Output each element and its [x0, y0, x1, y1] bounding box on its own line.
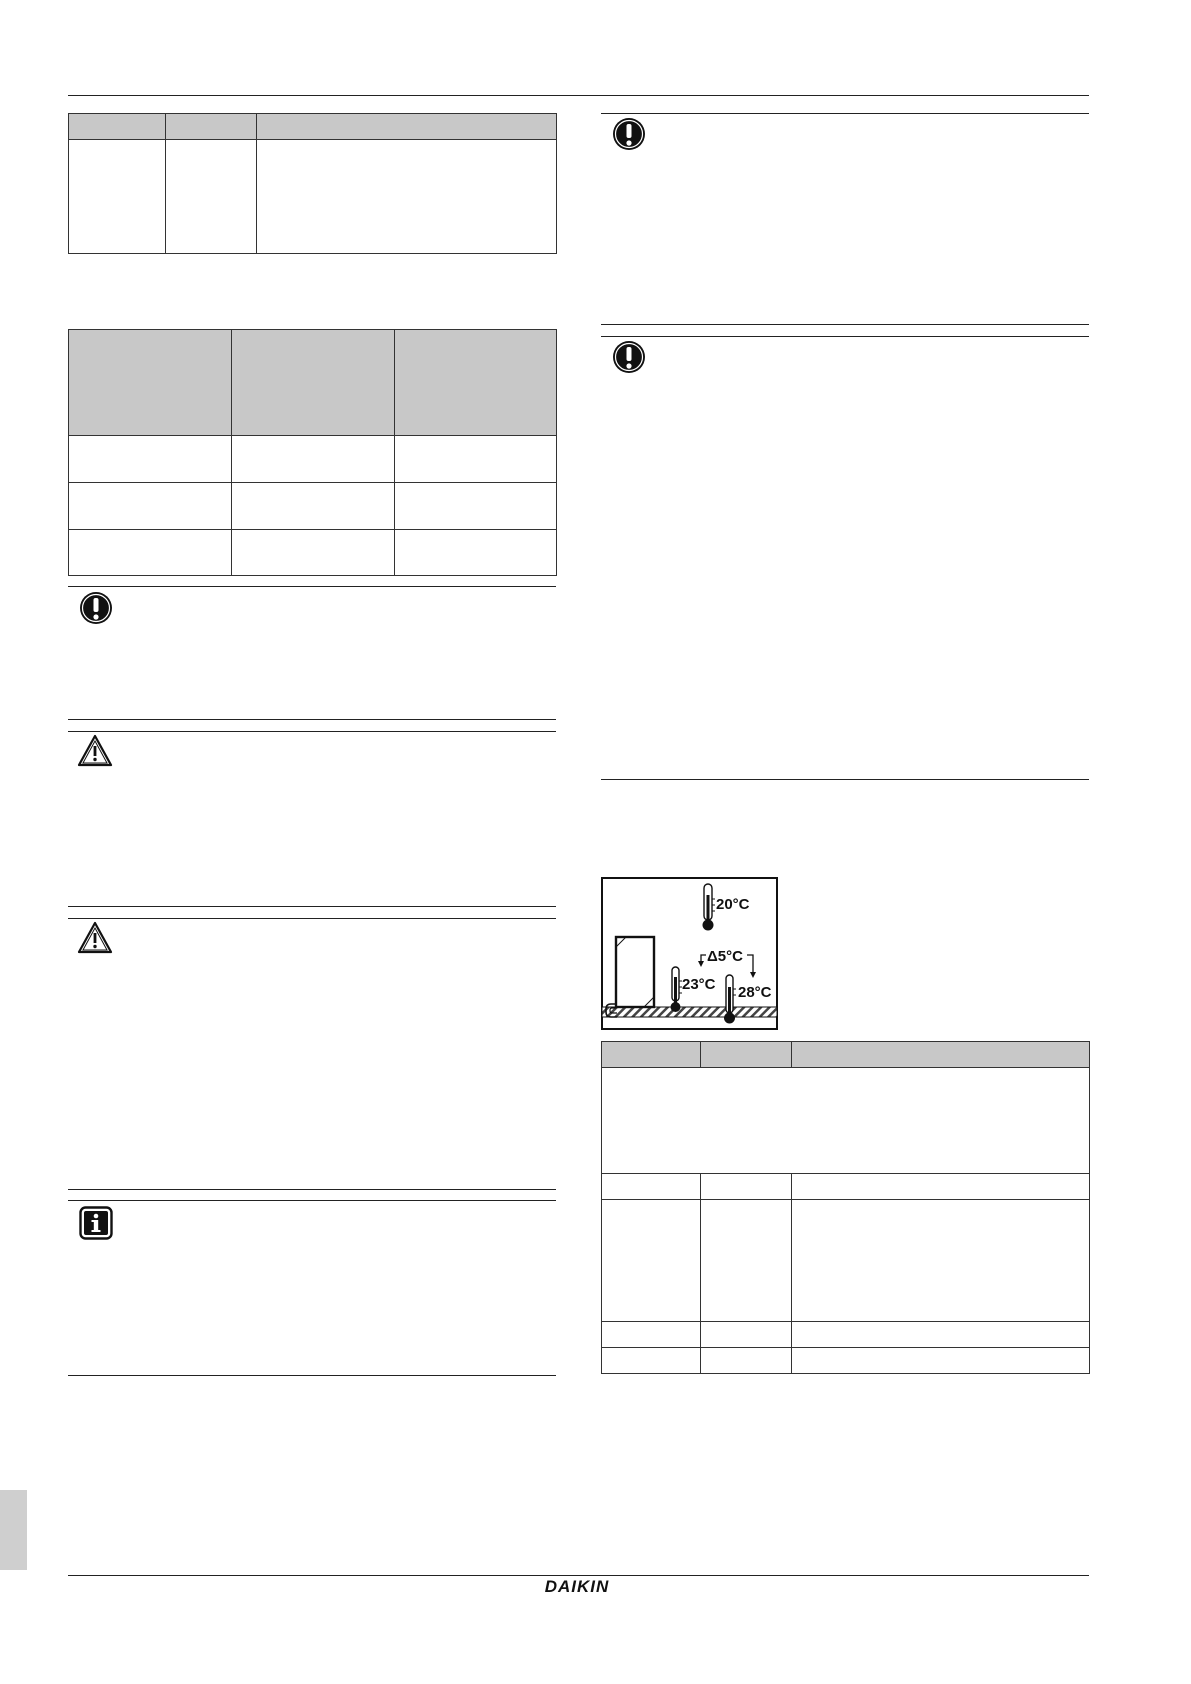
table-cell [232, 530, 395, 576]
table-header-cell [602, 1042, 701, 1068]
table-row [69, 436, 557, 483]
notice-top-rule [68, 731, 556, 732]
table-cell [701, 1200, 792, 1322]
supply-temperature-label: 23°C [682, 976, 716, 993]
table-row [69, 140, 557, 254]
table-cell [69, 436, 232, 483]
chapter-side-tab [0, 1490, 27, 1570]
table-cell [602, 1068, 1090, 1174]
table-header-cell [69, 330, 232, 436]
table-header-cell [166, 114, 257, 140]
table-cell [792, 1322, 1090, 1348]
table-row [602, 1174, 1090, 1200]
table-header-cell [232, 330, 395, 436]
settings-table-2 [68, 329, 557, 576]
table-row [602, 1068, 1090, 1174]
table-header-row [602, 1042, 1090, 1068]
table-cell [602, 1348, 701, 1374]
table-header-cell [257, 114, 557, 140]
table-cell [232, 483, 395, 530]
notice-top-rule [601, 113, 1089, 114]
table-cell [701, 1322, 792, 1348]
table-cell [701, 1174, 792, 1200]
table-cell [602, 1200, 701, 1322]
table-cell [232, 436, 395, 483]
important-exclamation-icon [611, 339, 647, 375]
table-row [69, 530, 557, 576]
table-header-row [69, 114, 557, 140]
return-temperature-label: 28°C [738, 984, 772, 1001]
notice-top-rule [68, 1200, 556, 1201]
table-header-cell [792, 1042, 1090, 1068]
notice-bottom-rule [601, 324, 1089, 325]
warning-triangle-icon [77, 733, 113, 769]
notice-top-rule [68, 918, 556, 919]
table-cell [257, 140, 557, 254]
table-cell [701, 1348, 792, 1374]
table-cell [69, 530, 232, 576]
table-row [69, 483, 557, 530]
table-cell [69, 483, 232, 530]
footer-rule [68, 1575, 1089, 1576]
table-header-row [69, 330, 557, 436]
notice-bottom-rule [68, 719, 556, 720]
header-rule [68, 95, 1089, 96]
notice-bottom-rule [68, 906, 556, 907]
table-cell [792, 1200, 1090, 1322]
table-cell [69, 140, 166, 254]
table-cell [395, 483, 557, 530]
table-cell [602, 1322, 701, 1348]
table-cell [395, 530, 557, 576]
table-cell [792, 1348, 1090, 1374]
table-row [602, 1322, 1090, 1348]
table-cell [792, 1174, 1090, 1200]
important-exclamation-icon [78, 590, 114, 626]
daikin-logo: DAIKIN [544, 1577, 610, 1596]
underfloor-temperature-diagram [601, 877, 778, 1030]
table-header-cell [395, 330, 557, 436]
settings-table-1 [68, 113, 557, 254]
air-temperature-label: 20°C [716, 896, 750, 913]
info-i-icon [79, 1206, 113, 1240]
notice-top-rule [68, 586, 556, 587]
table-cell [602, 1174, 701, 1200]
delta-temperature-label: Δ5°C [707, 948, 743, 965]
notice-top-rule [601, 336, 1089, 337]
settings-table-3 [601, 1041, 1090, 1374]
table-row [602, 1200, 1090, 1322]
table-row [602, 1348, 1090, 1374]
warning-triangle-icon [77, 920, 113, 956]
notice-bottom-rule [601, 779, 1089, 780]
important-exclamation-icon [611, 116, 647, 152]
table-cell [166, 140, 257, 254]
table-header-cell [69, 114, 166, 140]
table-header-cell [701, 1042, 792, 1068]
notice-bottom-rule [68, 1375, 556, 1376]
table-cell [395, 436, 557, 483]
notice-bottom-rule [68, 1189, 556, 1190]
